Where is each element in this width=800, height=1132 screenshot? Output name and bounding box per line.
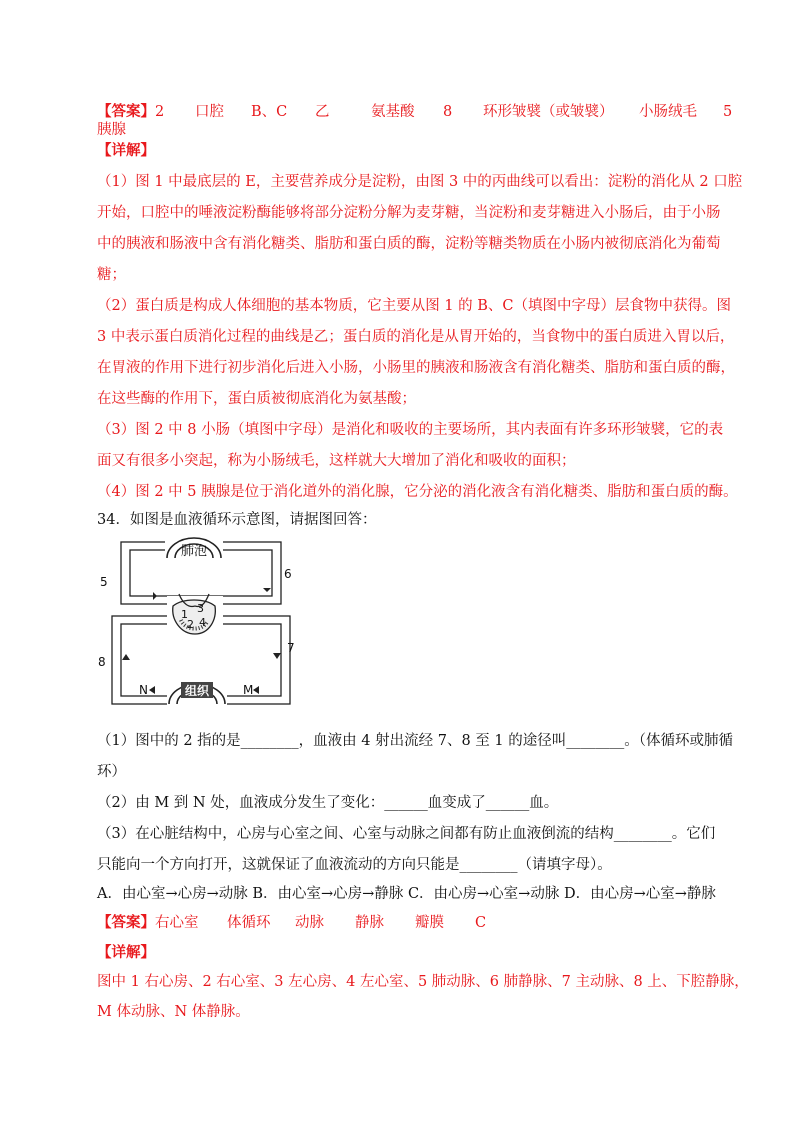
- answer-options: A．由心室→心房→动脉 B．由心室→心房→静脉 C．由心房→心室→动脉 D．由心房→心室→静脉: [97, 886, 716, 902]
- answer-item: 5: [723, 104, 733, 120]
- answer-item: 口腔: [195, 104, 224, 120]
- heart-label-3: 3: [197, 602, 204, 615]
- label-M: M: [243, 683, 254, 697]
- answer-item: 小肠绒毛: [639, 104, 697, 120]
- answer-item: B、C: [251, 104, 288, 120]
- answer-item: 体循环: [227, 915, 271, 931]
- answer-row-33: [97, 102, 732, 122]
- detail-p2-line: （2）蛋白质是构成人体细胞的基本物质，它主要从图 1 的 B、C（填图中字母）层食物中获得。图: [97, 298, 732, 314]
- question-2: （2）由 M 到 N 处，血液成分发生了变化：______血变成了______血。: [97, 795, 559, 811]
- detail-p3-line: （3）图 2 中 8 小肠（填图中字母）是消化和吸收的主要场所，其内表面有许多环形皱襞，它的表: [97, 422, 724, 438]
- detail-line: 图中 1 右心房、2 右心室、3 左心房、4 左心室、5 肺动脉、6 肺静脉、7 主动脉、8 上、下腔静脉，: [97, 974, 749, 990]
- question-3-line: 只能向一个方向打开，这就保证了血液流动的方向只能是________（请填字母）。: [97, 857, 612, 873]
- answer-item: 2: [155, 104, 165, 120]
- answer-item: 氨基酸: [371, 104, 415, 120]
- heart-label-1: 1: [181, 608, 188, 621]
- answer-item: 动脉: [295, 915, 324, 931]
- answer-item: 瓣膜: [415, 915, 444, 931]
- heart-label-2: 2: [187, 618, 194, 631]
- detail-line: M 体动脉、N 体静脉。: [97, 1004, 250, 1020]
- lung-label: 肺泡: [180, 544, 208, 559]
- lung-alveolus: [165, 536, 223, 564]
- question-34: 34．如图是血液循环示意图，请据图回答：: [97, 512, 377, 528]
- detail-p1-line: 开始，口腔中的唾液淀粉酶能够将部分淀粉分解为麦芽糖，当淀粉和麦芽糖进入小肠后，由于小肠: [97, 205, 721, 221]
- label-8: 8: [98, 655, 106, 669]
- answer-item: 静脉: [355, 915, 384, 931]
- heart-label-4: 4: [199, 616, 206, 629]
- label-5: 5: [100, 575, 108, 589]
- label-N: N: [139, 683, 148, 697]
- question-1-line: 环）: [97, 764, 126, 780]
- detail-p1-line: （1）图 1 中最底层的 E，主要营养成分是淀粉，由图 3 中的丙曲线可以看出：淀粉的消化从 2 口腔: [97, 174, 743, 190]
- tissue-capillary: [167, 674, 227, 710]
- question-1-line: （1）图中的 2 指的是________，血液由 4 射出流经 7、8 至 1 的途径叫________。（体循环或肺循: [97, 733, 733, 749]
- answer-item: 环形皱襞（或皱襞）: [483, 104, 614, 120]
- detail-p3-line: 面又有很多小突起，称为小肠绒毛，这样就大大增加了消化和吸收的面积；: [97, 453, 576, 469]
- detail-p2-line: 3 中表示蛋白质消化过程的曲线是乙；蛋白质的消化是从胃开始的，当食物中的蛋白质进入胃以后，: [97, 329, 735, 345]
- detail-label: 【详解】: [97, 944, 155, 961]
- question-3-line: （3）在心脏结构中，心房与心室之间、心室与动脉之间都有防止血液倒流的结构________。它们: [97, 826, 716, 842]
- heart: [167, 594, 223, 634]
- answer-wrap: 胰腺: [97, 122, 126, 138]
- detail-p2-line: 在这些酶的作用下，蛋白质被彻底消化为氨基酸；: [97, 391, 416, 407]
- detail-p2-line: 在胃液的作用下进行初步消化后进入小肠，小肠里的胰液和肠液含有消化糖类、脂肪和蛋白质的酶，: [97, 360, 735, 376]
- answer-item: 8: [443, 104, 453, 120]
- detail-p4-line: （4）图 2 中 5 胰腺是位于消化道外的消化腺，它分泌的消化液含有消化糖类、脂肪和蛋白质的酶。: [97, 484, 738, 500]
- answer-item: 右心室: [155, 915, 199, 931]
- answer-label: 【答案】: [97, 103, 155, 120]
- answer-label: 【答案】: [97, 914, 155, 931]
- label-7: 7: [287, 641, 295, 655]
- tissue-label: 组织: [184, 684, 210, 698]
- answer-item: 乙: [315, 104, 330, 120]
- blood-circulation-diagram: [97, 534, 297, 712]
- label-6: 6: [284, 567, 292, 581]
- answer-row-34: [97, 913, 486, 933]
- answer-item: C: [475, 915, 487, 931]
- detail-label: 【详解】: [97, 142, 155, 159]
- detail-p1-line: 糖；: [97, 267, 126, 283]
- detail-p1-line: 中的胰液和肠液中含有消化糖类、脂肪和蛋白质的酶，淀粉等糖类物质在小肠内被彻底消化为葡萄: [97, 236, 721, 252]
